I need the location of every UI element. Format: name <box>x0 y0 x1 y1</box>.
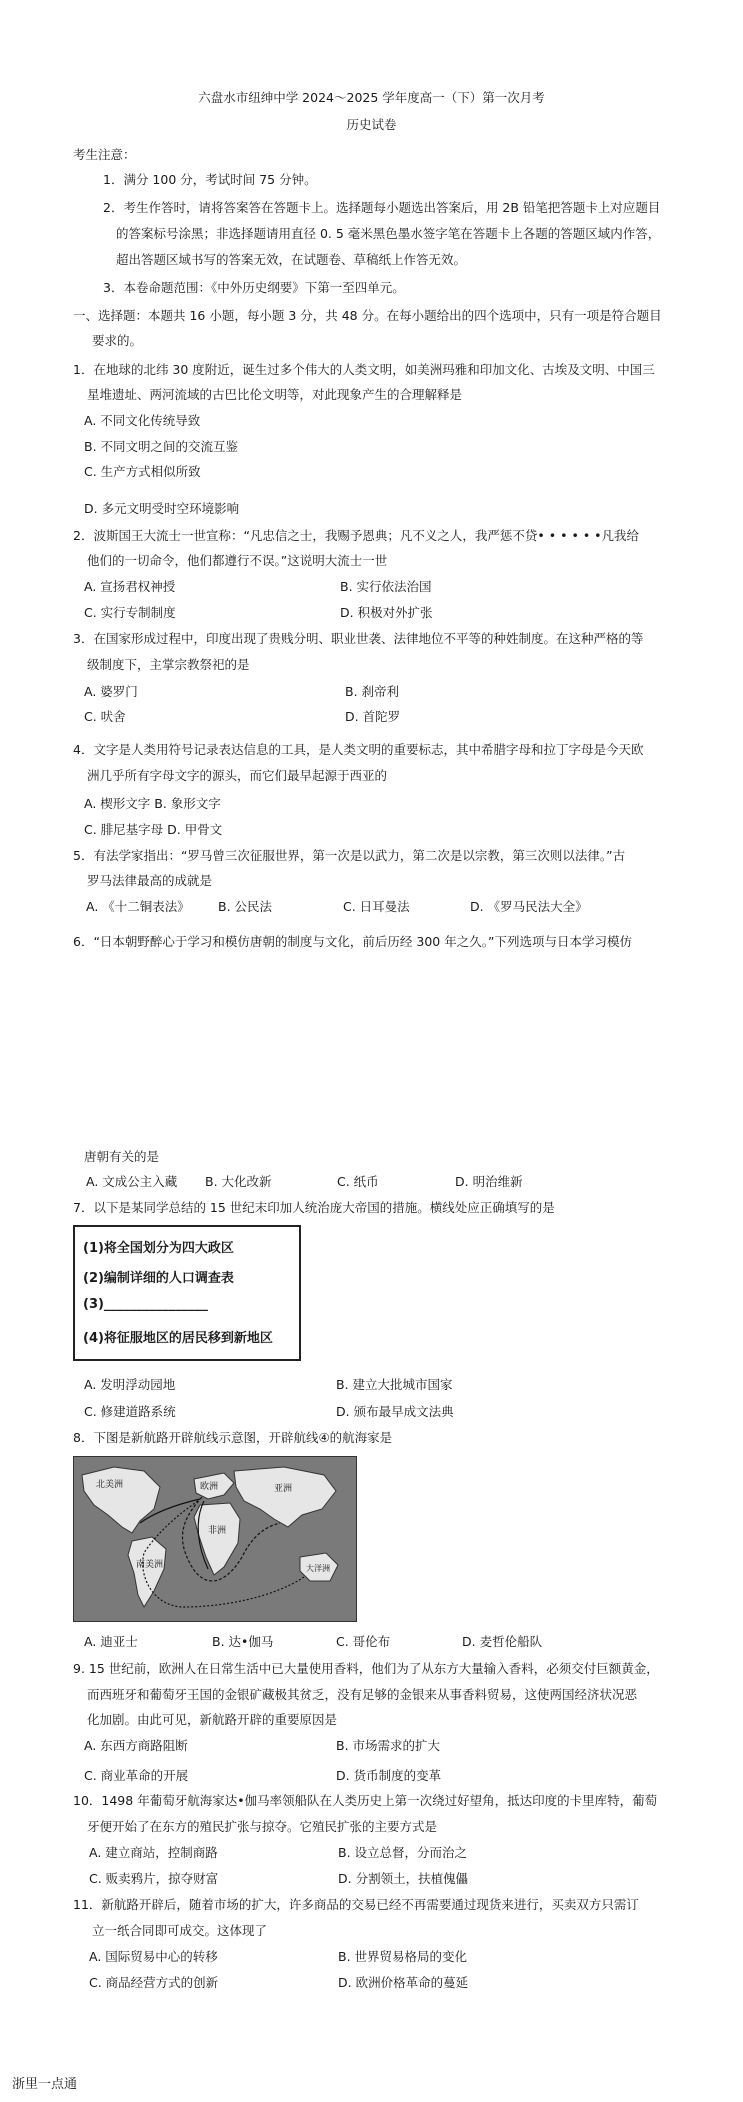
q6-option-d: D. 明治维新 <box>455 1174 523 1189</box>
map-label-oceania: 大洋洲 <box>306 1564 330 1573</box>
exam-subtitle: 历史试卷 <box>346 117 397 132</box>
q4-stem-line-1: 4．文字是人类用符号记录表达信息的工具，是人类文明的重要标志，其中希腊字母和拉丁字母是今天欧 <box>73 742 644 757</box>
q9-stem-line-2: 而西班牙和葡萄牙王国的金银矿藏极其贫乏，没有足够的金银来从事香料贸易，这使两国经济状况恶 <box>87 1687 638 1702</box>
q1-option-a: A. 不同文化传统导致 <box>84 413 201 428</box>
q7-option-b: B. 建立大批城市国家 <box>336 1377 453 1392</box>
q10-option-c: C. 贩卖鸦片，掠夺财富 <box>89 1871 219 1886</box>
q9-option-b: B. 市场需求的扩大 <box>336 1738 441 1753</box>
q6-option-b: B. 大化改新 <box>205 1174 272 1189</box>
q3-stem-line-2: 级制度下，主掌宗教祭祀的是 <box>87 657 250 672</box>
map-label-europe: 欧洲 <box>200 1482 219 1492</box>
q6-option-c: C. 纸币 <box>337 1174 379 1189</box>
q2-option-d: D. 积极对外扩张 <box>340 605 433 620</box>
q6-stem-line-2: 唐朝有关的是 <box>84 1149 160 1164</box>
q5-stem-line-2: 罗马法律最高的成就是 <box>87 873 213 888</box>
q3-stem-line-1: 3．在国家形成过程中，印度出现了贵贱分明、职业世袭、法律地位不平等的种姓制度。在这种严格的等 <box>73 631 644 646</box>
q3-option-c: C. 吠舍 <box>84 709 126 724</box>
notes-label: 考生注意： <box>73 147 136 162</box>
section-heading: 一、选择题：本题共 16 小题，每小题 3 分，共 48 分。在每小题给出的四个选项中，只有一项是符合题目 <box>73 308 662 323</box>
note-2-line-1: 2．考生作答时，请将答案答在答题卡上。选择题每小题选出答案后，用 2B 铅笔把答题卡上对应题目 <box>103 200 661 215</box>
q3-option-a: A. 婆罗门 <box>84 684 138 699</box>
note-1: 1．满分 100 分，考试时间 75 分钟。 <box>103 172 317 187</box>
q2-option-b: B. 实行依法治国 <box>340 579 432 594</box>
q7-option-c: C. 修建道路系统 <box>84 1404 176 1419</box>
q11-option-c: C. 商品经营方式的创新 <box>89 1975 219 1990</box>
q8-option-b: B. 达•伽马 <box>212 1634 274 1649</box>
q11-stem-line-2: 立一纸合同即可成交。这体现了 <box>92 1923 268 1938</box>
note-2-line-3: 超出答题区域书写的答案无效，在试题卷、草稿纸上作答无效。 <box>116 252 467 267</box>
q3-option-d: D. 首陀罗 <box>345 709 401 724</box>
q9-option-c: C. 商业革命的开展 <box>84 1768 189 1783</box>
q9-option-d: D. 货币制度的变革 <box>336 1768 442 1783</box>
q8-option-c: C. 哥伦布 <box>336 1634 391 1649</box>
q2-option-c: C. 实行专制制度 <box>84 605 176 620</box>
q1-option-d: D. 多元文明受时空环境影响 <box>84 501 240 516</box>
world-map-illustration <box>74 1457 356 1621</box>
exam-title: 六盘水市纽绅中学 2024～2025 学年度高一（下）第一次月考 <box>198 90 545 105</box>
q9-option-a: A. 东西方商路阻断 <box>84 1738 188 1753</box>
q2-option-a: A. 宣扬君权神授 <box>84 579 176 594</box>
map-label-south-america: 南美洲 <box>136 1560 164 1570</box>
q4-options-ab: A. 楔形文字 B. 象形文字 <box>84 796 221 811</box>
q6-option-a: A. 文成公主入藏 <box>86 1174 178 1189</box>
q8-stem: 8．下图是新航路开辟航线示意图，开辟航线④的航海家是 <box>73 1430 393 1445</box>
q5-option-a: A. 《十二铜表法》 <box>86 899 190 914</box>
q7-box-item-4: (4)将征服地区的居民移到新地区 <box>83 1331 273 1346</box>
q10-option-d: D. 分割领土，扶植傀儡 <box>338 1871 469 1886</box>
q1-option-c: C. 生产方式相似所致 <box>84 464 201 479</box>
q10-option-a: A. 建立商站，控制商路 <box>89 1845 218 1860</box>
q5-option-d: D. 《罗马民法大全》 <box>470 899 588 914</box>
q7-measures-box <box>73 1225 301 1361</box>
q1-option-b: B. 不同文明之间的交流互鉴 <box>84 439 239 454</box>
q10-stem-line-2: 牙便开始了在东方的殖民扩张与掠夺。它殖民扩张的主要方式是 <box>87 1819 438 1834</box>
q9-stem-line-1: 9. 15 世纪前，欧洲人在日常生活中已大量使用香料，他们为了从东方大量输入香料，必须交付巨额黄金， <box>73 1661 659 1676</box>
q11-option-b: B. 世界贸易格局的变化 <box>338 1949 468 1964</box>
new-sea-routes-map <box>73 1456 357 1622</box>
note-3: 3．本卷命题范围：《中外历史纲要》下第一至四单元。 <box>103 280 405 295</box>
q11-option-a: A. 国际贸易中心的转移 <box>89 1949 218 1964</box>
q6-stem-line-1: 6．“日本朝野醉心于学习和模仿唐朝的制度与文化，前后历经 300 年之久。”下列选项与日本学习模仿 <box>73 934 632 949</box>
q8-option-a: A. 迪亚士 <box>84 1634 138 1649</box>
q7-option-d: D. 颁布最早成文法典 <box>336 1404 454 1419</box>
q4-stem-line-2: 洲几乎所有字母文字的源头，而它们最早起源于西亚的 <box>87 768 388 783</box>
q2-stem-line-2: 他们的一切命令，他们都遵行不误。”这说明大流士一世 <box>87 553 388 568</box>
q7-box-item-2: (2)编制详细的人口调查表 <box>83 1271 234 1286</box>
q10-stem-line-1: 10．1498 年葡萄牙航海家达•伽马率领船队在人类历史上第一次绕过好望角，抵达印度的卡里库特，葡萄 <box>73 1793 658 1808</box>
q1-stem-line-1: 1．在地球的北纬 30 度附近，诞生过多个伟大的人类文明，如美洲玛雅和印加文化、古埃及文明、中国三 <box>73 362 655 377</box>
map-label-africa: 非洲 <box>208 1526 227 1536</box>
q8-option-d: D. 麦哲伦船队 <box>462 1634 543 1649</box>
q5-option-b: B. 公民法 <box>218 899 273 914</box>
q1-stem-line-2: 星堆遗址、两河流域的古巴比伦文明等，对此现象产生的合理解释是 <box>87 387 463 402</box>
q7-box-item-3: (3)________________ <box>83 1297 208 1312</box>
note-2-line-2: 的答案标号涂黑；非选择题请用直径 0. 5 毫米黑色墨水签字笔在答题卡上各题的答题区域内作答， <box>116 226 661 241</box>
section-heading-line-2: 要求的。 <box>92 333 143 348</box>
q5-option-c: C. 日耳曼法 <box>343 899 410 914</box>
q7-box-item-1: (1)将全国划分为四大政区 <box>83 1241 234 1256</box>
q2-stem-line-1: 2．波斯国王大流士一世宣称：“凡忠信之士，我赐予恩典；凡不义之人，我严惩不贷• • • • • •凡我给 <box>73 528 640 543</box>
q4-options-cd: C. 腓尼基字母 D. 甲骨文 <box>84 822 223 837</box>
q3-option-b: B. 刹帝利 <box>345 684 400 699</box>
q9-stem-line-3: 化加剧。由此可见，新航路开辟的重要原因是 <box>87 1712 338 1727</box>
map-label-asia: 亚洲 <box>274 1484 293 1494</box>
q5-stem-line-1: 5．有法学家指出：“罗马曾三次征服世界，第一次是以武力，第二次是以宗教，第三次则以法律。”古 <box>73 848 626 863</box>
watermark-text: 浙里一点通 <box>12 2077 78 2092</box>
map-label-north-america: 北美洲 <box>96 1480 124 1490</box>
q10-option-b: B. 设立总督，分而治之 <box>338 1845 468 1860</box>
q11-stem-line-1: 11．新航路开辟后，随着市场的扩大，许多商品的交易已经不再需要通过现货来进行，买卖双方只需订 <box>73 1897 639 1912</box>
q7-stem: 7．以下是某同学总结的 15 世纪末印加人统治庞大帝国的措施。横线处应正确填写的是 <box>73 1200 555 1215</box>
q11-option-d: D. 欧洲价格革命的蔓延 <box>338 1975 469 1990</box>
q7-option-a: A. 发明浮动园地 <box>84 1377 176 1392</box>
